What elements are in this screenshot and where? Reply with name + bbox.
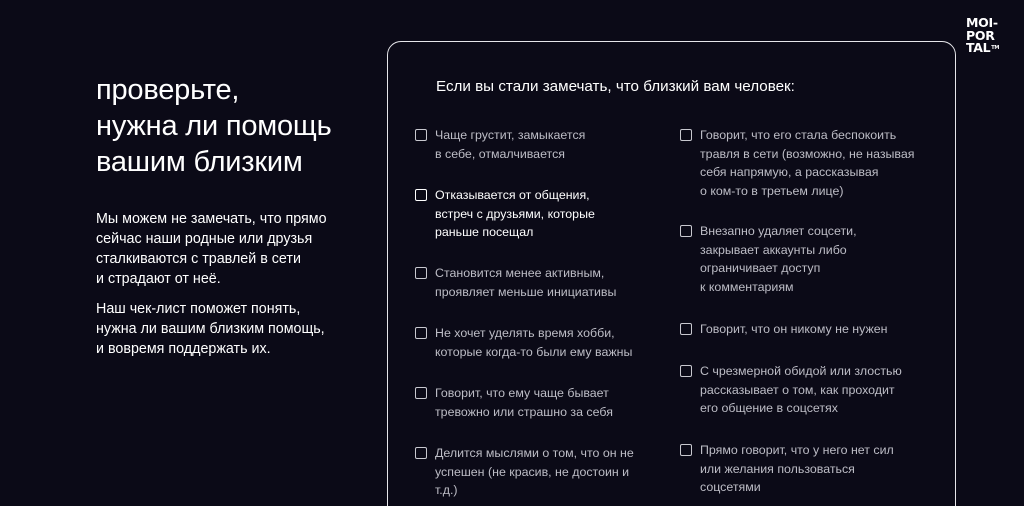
intro-paragraph	[96, 299, 396, 359]
checkbox[interactable]	[415, 387, 427, 399]
checklist-item[interactable]	[680, 441, 894, 497]
checklist-item[interactable]	[415, 126, 585, 163]
logo-line: POR	[966, 27, 995, 43]
checklist-item[interactable]	[415, 444, 634, 500]
checkbox[interactable]	[680, 129, 692, 141]
heading-line: нужна ли помощь	[96, 110, 332, 142]
heading-line: проверьте,	[96, 74, 240, 106]
intro-paragraph	[96, 209, 396, 289]
intro-line: Мы можем не замечать, что прямо	[96, 211, 327, 227]
checklist-item[interactable]	[415, 264, 616, 301]
checklist-item[interactable]	[680, 320, 888, 339]
checklist-item-text: Делится мыслями о том, что он не успешен (не красив, не достоин и т.д.)	[435, 446, 634, 497]
checklist-item-text: Не хочет уделять время хобби, которые когда-то были ему важны	[435, 326, 633, 359]
intro-text	[96, 209, 396, 359]
checklist-item-text: Отказывается от общения, встреч с друзьями, которые раньше посещал	[435, 188, 595, 239]
checkbox[interactable]	[415, 327, 427, 339]
checkbox[interactable]	[680, 225, 692, 237]
checkbox[interactable]	[680, 444, 692, 456]
checkbox[interactable]	[680, 365, 692, 377]
checklist-item[interactable]	[415, 384, 613, 421]
page-heading	[96, 72, 396, 180]
intro-line: и страдают от неё.	[96, 271, 221, 287]
logo-line: TAL™	[966, 40, 1000, 55]
checklist-title: Если вы стали замечать, что близкий вам человек:	[436, 78, 795, 95]
checkbox[interactable]	[680, 323, 692, 335]
checklist-item-text: Чаще грустит, замыкается в себе, отмалчивается	[435, 128, 586, 161]
checkbox[interactable]	[415, 267, 427, 279]
checklist-item-text: Становится менее активным, проявляет меньше инициативы	[435, 266, 617, 299]
checklist-item[interactable]	[415, 324, 632, 361]
checklist-item[interactable]	[680, 222, 857, 296]
checklist-card	[387, 41, 956, 506]
checkbox[interactable]	[415, 189, 427, 201]
intro-line: сейчас наши родные или друзья	[96, 231, 313, 247]
heading-line: вашим близким	[96, 146, 303, 178]
checklist-item-text: Говорит, что ему чаще бывает тревожно или страшно за себя	[435, 386, 613, 419]
checklist-item[interactable]	[680, 126, 914, 200]
checkbox[interactable]	[415, 447, 427, 459]
checklist-item[interactable]	[415, 186, 595, 242]
checkbox[interactable]	[415, 129, 427, 141]
checklist-item-text: Прямо говорит, что у него нет сил или желания пользоваться соцсетями	[700, 443, 894, 494]
intro-line: и вовремя поддержать их.	[96, 341, 271, 357]
checklist-item-text: Говорит, что его стала беспокоить травля в сети (возможно, не называя себя напрямую, а рассказывая о ком-то в третьем лице)	[700, 128, 915, 198]
checklist-item-text: С чрезмерной обидой или злостью рассказывает о том, как проходит его общение в соцсетях	[700, 364, 902, 415]
checklist-item-text: Внезапно удаляет соцсети, закрывает аккаунты либо ограничивает доступ к комментариям	[700, 224, 857, 294]
intro-line: нужна ли вашим близким помощь,	[96, 321, 325, 337]
logo-line: MOI-	[966, 15, 998, 30]
intro-line: Наш чек-лист поможет понять,	[96, 301, 301, 317]
checklist-item[interactable]	[680, 362, 902, 418]
checklist-item-text: Говорит, что он никому не нужен	[700, 322, 888, 336]
intro-line: сталкиваются с травлей в сети	[96, 251, 301, 267]
logo-trademark: TM	[991, 45, 1000, 51]
moi-portal-logo[interactable]	[966, 17, 999, 55]
